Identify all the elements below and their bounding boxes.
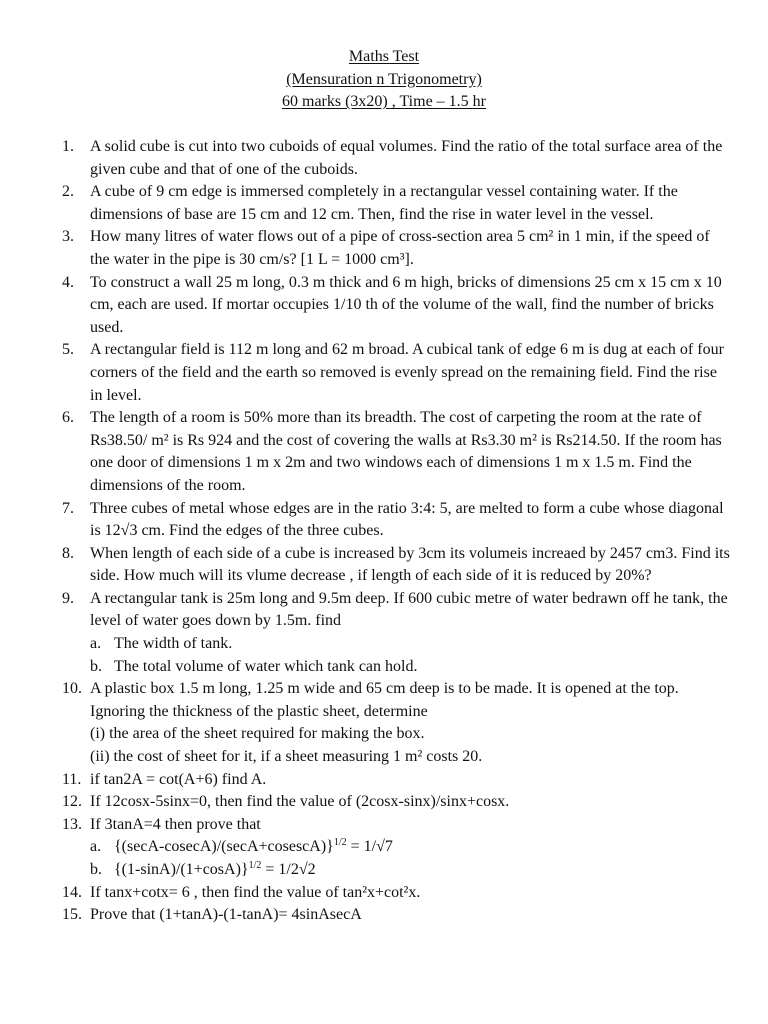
sub-question-text: {(1-sinA)/(1+cosA)} xyxy=(114,861,249,878)
question-text: Prove that (1+tanA)-(1-tanA)= 4sinAsecA xyxy=(90,906,362,924)
question-text: If 12cosx-5sinx=0, then find the value of (2cosx-sinx)/sinx+cosx. xyxy=(90,793,510,811)
question-item xyxy=(0,543,730,588)
question-text: The length of a room is 50% more than its breadth. The cost of carpeting the room at the rate of Rs38.50/ m² is Rs 924 and the cost of covering the walls at Rs3.30 m² is Rs214.50. If the room has one door of dimensions 1 m x 2m and two windows each of dimensions 1 m x 1.5 m. Find the dimensions of the room. xyxy=(90,409,722,494)
question-text: To construct a wall 25 m long, 0.3 m thick and 6 m high, bricks of dimensions 25 cm x 15 cm x 10 cm, each are used. If mortar occupies 1/10 th of the volume of the wall, find the number of bricks used. xyxy=(90,273,722,336)
sub-question-text: {(secA-cosecA)/(secA+cosescA)} xyxy=(114,838,334,856)
question-item xyxy=(0,136,730,181)
question-text: How many litres of water flows out of a pipe of cross-section area 5 cm² in 1 min, if the speed of the water in the pipe is 30 cm/s? [1 L = 1000 cm³]. xyxy=(90,228,710,268)
question-number: 1. xyxy=(62,138,74,155)
question-number: 6. xyxy=(62,409,74,427)
question-item xyxy=(0,588,730,678)
question-text: When length of each side of a cube is increased by 3cm its volumeis increaed by 2457 cm3. Find its side. How much will its vlume decrease , if length of each side of it is reduced by 20%? xyxy=(90,544,730,585)
sub-question xyxy=(90,746,730,769)
question-item xyxy=(0,339,730,407)
question-text: A solid cube is cut into two cuboids of equal volumes. Find the ratio of the total surface area of the given cube and that of one of the cuboids. xyxy=(90,138,723,178)
sub-question-label: b. xyxy=(90,657,102,675)
test-title: Maths Test xyxy=(348,48,420,65)
question-item xyxy=(0,904,730,927)
sub-question xyxy=(90,656,730,679)
test-marks-time: 60 marks (3x20) , Time – 1.5 hr xyxy=(282,93,486,110)
exponent: 1/2 xyxy=(333,837,347,849)
question-text: If 3tanA=4 then prove that xyxy=(90,815,261,833)
question-text: A rectangular tank is 25m long and 9.5m deep. If 600 cubic metre of water bedrawn off he tank, the level of water goes down by 1.5m. find xyxy=(90,589,728,630)
question-text: A cube of 9 cm edge is immersed completely in a rectangular vessel containing water. If the dimensions of base are 15 cm and 12 cm. Then, find the rise in water level in the vessel. xyxy=(90,183,678,223)
question-number: 13. xyxy=(62,815,82,833)
question-number: 7. xyxy=(62,499,74,517)
exponent: 1/2 xyxy=(248,860,262,871)
sub-question xyxy=(90,836,730,859)
question-text: Three cubes of metal whose edges are in the ratio 3:4: 5, are melted to form a cube whose diagonal is 12√3 cm. Find the edges of the three cubes. xyxy=(90,499,724,540)
sub-question-label: b. xyxy=(90,861,102,878)
sub-question-result: = 1/2√2 xyxy=(261,861,316,878)
question-number: 12. xyxy=(62,793,82,811)
test-header xyxy=(0,46,768,114)
question-item xyxy=(0,791,730,814)
sub-question-label: a. xyxy=(90,838,102,856)
question-item xyxy=(0,678,730,768)
sub-question xyxy=(90,859,730,882)
question-text: if tan2A = cot(A+6) find A. xyxy=(90,770,267,788)
question-list xyxy=(0,136,768,927)
question-number: 15. xyxy=(62,906,82,924)
sub-question-text: The total volume of water which tank can hold. xyxy=(114,657,418,675)
sub-question-text: (ii) the cost of sheet for it, if a sheet measuring 1 m² costs 20. xyxy=(90,748,483,766)
sub-question-result: = 1/√7 xyxy=(346,838,393,856)
question-item xyxy=(0,272,730,340)
question-item xyxy=(0,181,730,226)
question-number: 3. xyxy=(62,228,74,246)
question-item xyxy=(0,882,730,905)
question-text: If tanx+cotx= 6 , then find the value of tan²x+cot²x. xyxy=(90,883,421,901)
question-item xyxy=(0,498,730,543)
question-text: A plastic box 1.5 m long, 1.25 m wide and 65 cm deep is to be made. It is opened at the top. Ignoring the thickness of the plastic sheet, determine xyxy=(90,680,679,720)
question-number: 5. xyxy=(62,341,74,359)
sub-question xyxy=(90,723,730,746)
question-number: 10. xyxy=(62,680,82,698)
question-number: 4. xyxy=(62,273,74,291)
question-number: 8. xyxy=(62,544,74,562)
question-item xyxy=(0,814,730,882)
sub-question-text: The width of tank. xyxy=(114,635,233,653)
question-number: 11. xyxy=(62,770,82,788)
question-item xyxy=(0,407,730,497)
question-number: 14. xyxy=(62,883,82,901)
question-number: 9. xyxy=(62,589,74,607)
test-subtitle: (Mensuration n Trigonometry) xyxy=(286,70,482,88)
question-item xyxy=(0,769,730,792)
sub-question-text: (i) the area of the sheet required for making the box. xyxy=(90,725,425,743)
sub-question xyxy=(90,633,730,656)
question-text: A rectangular field is 112 m long and 62 m broad. A cubical tank of edge 6 m is dug at each of four corners of the field and the earth so removed is evenly spread on the remaining field. Find the rise in level. xyxy=(90,341,724,404)
question-item xyxy=(0,226,730,271)
sub-question-label: a. xyxy=(90,635,102,653)
question-number: 2. xyxy=(62,183,74,201)
